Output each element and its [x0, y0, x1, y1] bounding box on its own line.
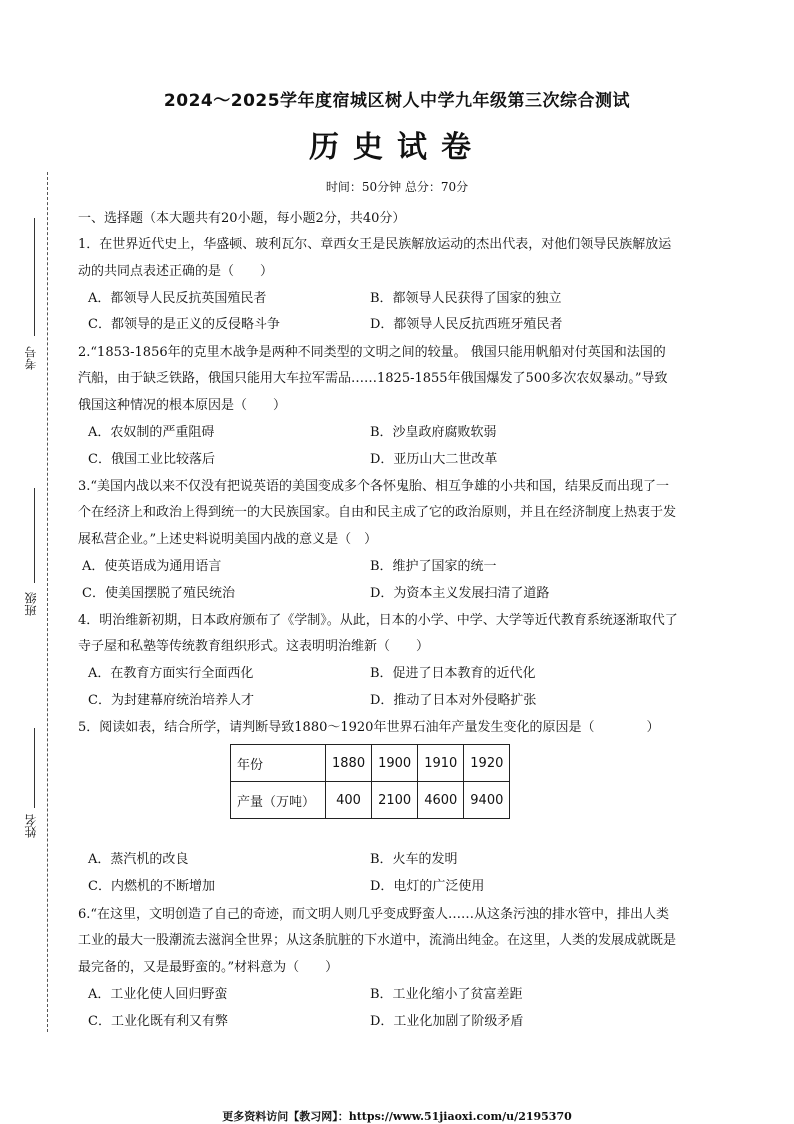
option: A．都领导人民反抗英国殖民者: [88, 291, 267, 306]
table-cell: 1900: [372, 745, 418, 782]
class-blank: [34, 488, 35, 583]
question-line: 汽船，由于缺乏铁路，俄国只能用大车拉军需品……1825-1855年俄国爆发了500多次农奴暴动。”导致: [78, 371, 668, 386]
option: D．都领导人民反抗西班牙殖民者: [370, 317, 563, 332]
option: A．在教育方面实行全面西化: [88, 666, 254, 681]
table-cell: 4600: [418, 782, 464, 819]
option: A．蒸汽机的改良: [88, 852, 189, 867]
table-cell: 1920: [464, 745, 510, 782]
question-line: 6.“在这里，文明创造了自己的奇迹，而文明人则几乎变成野蛮人……从这条污浊的排水管中，排出人类: [78, 907, 670, 922]
option: D．为资本主义发展扫清了道路: [370, 586, 550, 601]
option: D．推动了日本对外侵略扩张: [370, 693, 537, 708]
data-table-wrap: [230, 744, 510, 819]
table-cell: 产量（万吨）: [231, 782, 326, 819]
option: B．维护了国家的统一: [370, 559, 497, 574]
table-cell: 1910: [418, 745, 464, 782]
binding-dash-line: [47, 172, 48, 1032]
page-title: 历史试卷: [309, 130, 485, 165]
option: A．使英语成为通用语言: [82, 559, 222, 574]
table-cell: 1880: [326, 745, 372, 782]
option: D．亚历山大二世改革: [370, 452, 498, 467]
table-cell: 2100: [372, 782, 418, 819]
question-line: 俄国这种情况的根本原因是（ ）: [78, 398, 287, 413]
table-cell: 400: [326, 782, 372, 819]
question-line: 动的共同点表述正确的是（ ）: [78, 264, 274, 279]
option: A．农奴制的严重阻碍: [88, 425, 215, 440]
question-line: 最完备的，又是最野蛮的。”材料意为（ ）: [78, 960, 339, 975]
exam-title: 2024～2025学年度宿城区树人中学九年级第三次综合测试: [163, 91, 631, 111]
option: C．俄国工业比较落后: [88, 452, 215, 467]
option: C．为封建幕府统治培养人才: [88, 693, 254, 708]
question-line: 个在经济上和政治上得到统一的大民族国家。自由和民主成了它的政治原则，并且在经济制度上热衷于发: [78, 505, 677, 520]
question-line: 寺子屋和私塾等传统教育组织形式。这表明明治维新（ ）: [78, 639, 430, 654]
option: C．内燃机的不断增加: [88, 879, 215, 894]
exam-no-label: 考号: [24, 346, 38, 370]
table-cell: 9400: [464, 782, 510, 819]
exam-meta: 时间：50分钟 总分：70分: [325, 180, 469, 194]
option: C．使美国摆脱了殖民统治: [82, 586, 235, 601]
data-table: [230, 744, 510, 819]
option: B．都领导人民获得了国家的独立: [370, 291, 562, 306]
option: C．工业化既有利又有弊: [88, 1014, 228, 1029]
question-line: 2.“1853-1856年的克里木战争是两种不同类型的文明之间的较量。 俄国只能用帆船对付英国和法国的: [78, 345, 666, 360]
name-blank: [34, 728, 35, 808]
option: C．都领导的是正义的反侵略斗争: [88, 317, 280, 332]
question-line: 展私营企业。”上述史料说明美国内战的意义是（ ）: [78, 532, 378, 547]
footer-link[interactable]: 更多资料访问【教习网】：https://www.51jiaoxi.com/u/2195370: [222, 1110, 572, 1123]
class-label: 班级: [24, 592, 38, 616]
question-line: 1．在世界近代史上，华盛顿、玻利瓦尔、章西女王是民族解放运动的杰出代表，对他们领导民族解放运: [78, 237, 672, 252]
table-row: [231, 782, 510, 819]
question-line: 工业的最大一股潮流去滋润全世界；从这条肮脏的下水道中，流淌出纯金。在这里，人类的发展成就既是: [78, 933, 677, 948]
question-line: 4．明治维新初期，日本政府颁布了《学制》。从此，日本的小学、中学、大学等近代教育系统逐渐取代了: [78, 613, 678, 628]
option: D．电灯的广泛使用: [370, 879, 485, 894]
option: A．工业化使人回归野蛮: [88, 987, 228, 1002]
name-label: 姓名: [24, 814, 38, 838]
table-cell: 年份: [231, 745, 326, 782]
option: B．工业化缩小了贫富差距: [370, 987, 523, 1002]
section-heading: 一、选择题（本大题共有20小题，每小题2分，共40分）: [78, 211, 406, 226]
table-row: [231, 745, 510, 782]
question-line: 5．阅读如表，结合所学，请判断导致1880～1920年世界石油年产量发生变化的原因是（ ）: [78, 720, 660, 735]
option: D．工业化加剧了阶级矛盾: [370, 1014, 524, 1029]
option: B．促进了日本教育的近代化: [370, 666, 536, 681]
option: B．火车的发明: [370, 852, 458, 867]
exam-no-blank: [34, 218, 35, 336]
option: B．沙皇政府腐败软弱: [370, 425, 497, 440]
question-line: 3.“美国内战以来不仅没有把说英语的美国变成多个各怀鬼胎、相互争雄的小共和国，结果反而出现了一: [78, 479, 670, 494]
